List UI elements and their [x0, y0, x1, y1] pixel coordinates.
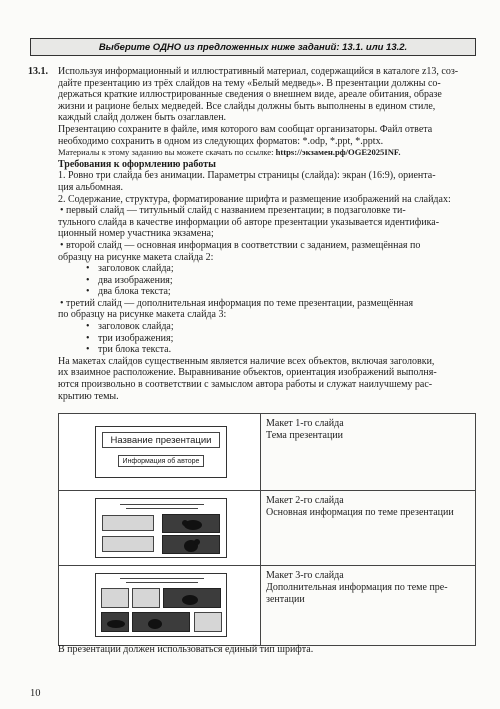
layout-text: Дополнительная информация по теме пре- [266, 581, 448, 593]
text-block [101, 588, 129, 608]
layout-2-picture [59, 491, 261, 566]
paragraph-line: каждый слайд должен быть озаглавлен. [58, 112, 227, 124]
second-slide-line: • второй слайд — основная информация в соответствии с заданием, размещённая по [60, 239, 421, 251]
slide-title-box: Название презентации [102, 432, 220, 448]
layout-label: Макет 1-го слайда [266, 418, 344, 429]
task-content [30, 66, 478, 402]
task-number: 13.1. [28, 66, 48, 77]
layout-label: Макет 2-го слайда [266, 495, 344, 506]
layout-text: зентации [266, 593, 305, 605]
layout-text: Тема презентации [266, 429, 344, 441]
list-item: • два изображения; [86, 274, 173, 286]
bear-image [162, 535, 220, 554]
paragraph-line: необходимо сохранить в одном из следующих форматов: *.odp, *.ppt, *.pptx. [58, 135, 384, 147]
paragraph-line: их взаимное расположение. Выравнивание объектов, ориентация изображений выполня- [58, 367, 437, 379]
third-slide-line: по образцу на рисунке макета слайда 3: [58, 309, 227, 321]
first-slide-line: • первый слайд — титульный слайд с названием презентации; в подзаголовке ти- [60, 205, 406, 217]
list-item: • два блока текста; [86, 286, 171, 298]
materials-prefix: Материалы к этому заданию вы можете скачать по ссылке: [58, 147, 276, 158]
layout-2-description [261, 491, 476, 566]
text-block [194, 612, 222, 632]
paragraph-line: Презентацию сохраните в файле, имя которого вам сообщат организаторы. Файл ответа [58, 123, 433, 135]
materials-line [30, 147, 478, 159]
text-block [102, 536, 154, 552]
paragraph-line: держаться краткие иллюстрированные сведения о внешнем виде, ареале обитания, образе [58, 89, 442, 101]
paragraph-line: крытию темы. [58, 390, 119, 402]
bear-image [162, 514, 220, 533]
slide-2-mockup [95, 498, 227, 558]
bear-image [132, 612, 190, 632]
materials-link[interactable]: https://экзамен.рф/OGE2025INF. [275, 147, 401, 158]
slide-1-mockup [95, 426, 227, 478]
layout-1-picture [59, 414, 261, 491]
third-slide-line: • третий слайд — дополнительная информация по теме презентации, размещённая [60, 297, 414, 309]
list-item: • заголовок слайда; [86, 263, 174, 275]
layout-text: Основная информация по теме презентации [266, 506, 454, 518]
list-item: • заголовок слайда; [86, 321, 174, 333]
slide-layouts-table [58, 413, 476, 646]
layout-3-description [261, 566, 476, 646]
requirement-heading-2: 2. Содержание, структура, форматирование шрифта и размещение изображений на слайдах: [58, 193, 451, 205]
paragraph-line: На макетах слайдов существенным является наличие всех объектов, включая заголовки, [58, 355, 435, 367]
first-slide-line: тульного слайда в качестве информации об авторе презентации указывается идентифика- [58, 216, 440, 228]
text-block [102, 515, 154, 531]
layout-1-description [261, 414, 476, 491]
list-item: • три блока текста. [86, 344, 172, 356]
font-requirement-note: В презентации должен использоваться единый тип шрифта. [58, 644, 314, 655]
paragraph-line: ются произвольно в соответствии с замыслом автора работы и служат наилучшему рас- [58, 379, 433, 391]
text-block [132, 588, 160, 608]
page-number: 10 [30, 688, 41, 699]
requirement-line: ция альбомная. [58, 181, 123, 193]
second-slide-line: образцу на рисунке макета слайда 2: [58, 251, 214, 263]
layout-3-picture [59, 566, 261, 646]
list-item: • три изображения; [86, 332, 174, 344]
bear-image [101, 612, 129, 632]
paragraph-line: дайте презентацию из трёх слайдов на тему «Белый медведь». В презентации должны со- [58, 77, 441, 89]
task-choice-banner: Выберите ОДНО из предложенных ниже заданий: 13.1. или 13.2. [30, 38, 476, 56]
requirement-line: 1. Ровно три слайда без анимации. Параметры страницы (слайда): экран (16:9), ориента- [58, 170, 436, 182]
first-slide-line: ционный номер участника экзамена; [58, 228, 214, 240]
requirements-heading: Требования к оформлению работы [58, 158, 216, 170]
slide-subtitle-box: Информация об авторе [118, 455, 204, 467]
slide-3-mockup [95, 573, 227, 637]
bear-image [163, 588, 221, 608]
layout-label: Макет 3-го слайда [266, 570, 344, 581]
paragraph-line: жизни и рационе белых медведей. Все слайды должны быть выполнены в едином стиле, [58, 100, 436, 112]
paragraph-line: Используя информационный и иллюстративный материал, содержащийся в каталоге z13, соз- [58, 66, 459, 77]
